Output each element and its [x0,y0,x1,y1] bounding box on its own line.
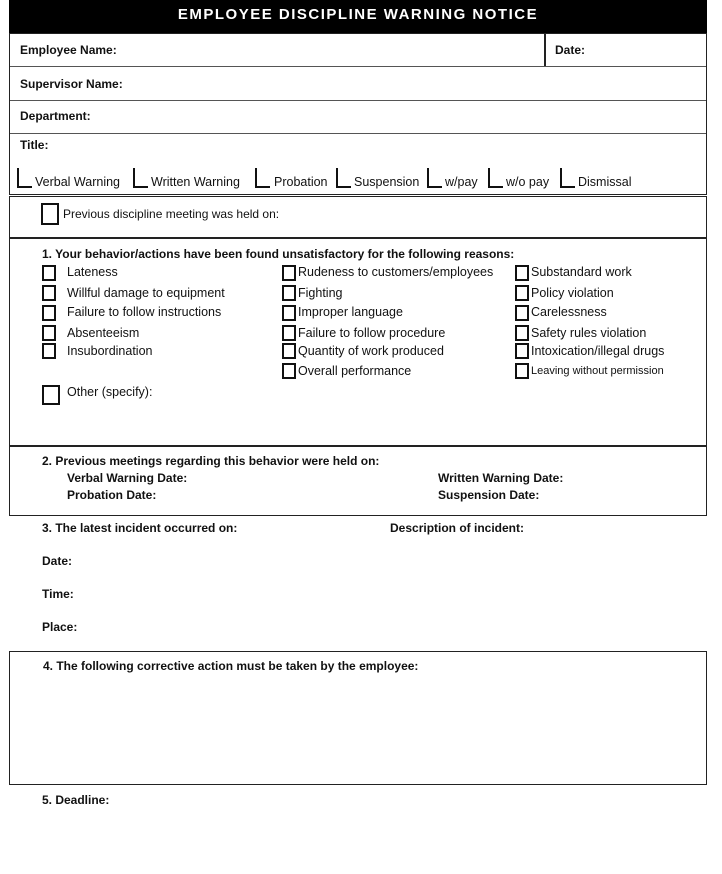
warning-type-row [10,160,706,196]
reason-label: Rudeness to customers/employees [298,265,494,279]
section-2-box [9,446,707,516]
section-2-heading: 2. Previous meetings regarding this behavior were held on: [42,454,380,468]
reason-label: Lateness [67,265,118,279]
warning-checkbox[interactable] [427,168,442,188]
reason-label: Absenteeism [67,326,140,340]
warning-type-label: w/o pay [506,175,550,189]
warning-checkbox[interactable] [336,168,351,188]
incident-description-label: Description of incident: [390,521,525,535]
date-divider [544,33,546,66]
reason-label: Willful damage to equipment [67,286,225,300]
reason-label: Improper language [298,305,403,319]
warning-type-label: Written Warning [151,175,240,189]
warning-type-label: Verbal Warning [35,175,120,189]
reason-label: Carelessness [531,305,607,319]
warning-checkbox[interactable] [560,168,575,188]
reason-label: Substandard work [531,265,632,279]
date-label: Date: [555,43,586,57]
warning-checkbox[interactable] [133,168,148,188]
section-3 [9,516,707,651]
section-5[interactable] [9,785,707,865]
verbal-warning-date-label: Verbal Warning Date: [67,471,188,485]
title-row[interactable] [10,133,706,159]
reason-checkbox[interactable] [42,343,56,359]
incident-date-label: Date: [42,554,73,568]
reason-checkbox[interactable] [282,363,296,379]
previous-meeting-label: Previous discipline meeting was held on: [63,207,280,221]
reason-checkbox[interactable] [515,265,529,281]
section-1-heading: 1. Your behavior/actions have been found unsatisfactory for the following reasons: [42,247,515,261]
supervisor-name-row[interactable] [10,67,706,101]
reason-label: Safety rules violation [531,326,647,340]
reason-checkbox[interactable] [282,285,296,301]
warning-checkbox[interactable] [255,168,270,188]
reason-checkbox[interactable] [515,363,529,379]
reason-checkbox[interactable] [515,325,529,341]
reason-checkbox[interactable] [282,343,296,359]
reason-label: Overall performance [298,364,412,378]
incident-place-label: Place: [42,620,78,634]
reason-label: Failure to follow procedure [298,326,446,340]
reason-label: Fighting [298,286,343,300]
reason-checkbox[interactable] [42,285,56,301]
warning-checkbox[interactable] [17,168,32,188]
section-3-heading: 3. The latest incident occurred on: [42,521,238,535]
reason-checkbox[interactable] [282,265,296,281]
incident-time-label: Time: [42,587,74,601]
section-4-box[interactable] [9,651,707,785]
probation-date-label: Probation Date: [67,488,157,502]
reason-checkbox[interactable] [515,343,529,359]
reason-label: Quantity of work produced [298,344,444,358]
previous-meeting-box [9,196,707,238]
reason-label: Intoxication/illegal drugs [531,344,665,358]
department-row[interactable] [10,100,706,134]
reason-label: Failure to follow instructions [67,305,222,319]
warning-type-label: Suspension [354,175,420,189]
reason-label: Policy violation [531,286,614,300]
reason-checkbox[interactable] [282,305,296,321]
warning-type-label: Dismissal [578,175,632,189]
employee-name-label: Employee Name: [20,43,117,57]
warning-type-label: Probation [274,175,328,189]
reason-checkbox[interactable] [515,285,529,301]
warning-type-label: w/pay [445,175,478,189]
supervisor-name-label: Supervisor Name: [20,77,123,91]
reason-label: Insubordination [67,344,153,358]
suspension-date-label: Suspension Date: [438,488,540,502]
reason-checkbox[interactable] [42,265,56,281]
reason-checkbox[interactable] [282,325,296,341]
section-4-heading: 4. The following corrective action must be taken by the employee: [43,659,419,673]
department-label: Department: [20,109,91,123]
section-1-box [9,238,707,446]
employee-name-row[interactable] [10,33,706,67]
reason-checkbox[interactable] [42,305,56,321]
previous-meeting-checkbox[interactable] [41,203,59,225]
other-checkbox[interactable] [42,385,60,405]
warning-checkbox[interactable] [488,168,503,188]
written-warning-date-label: Written Warning Date: [438,471,564,485]
form-title: EMPLOYEE DISCIPLINE WARNING NOTICE [9,0,707,33]
title-label: Title: [20,138,49,152]
section-5-heading: 5. Deadline: [42,793,110,807]
other-label: Other (specify): [67,385,153,399]
reason-checkbox[interactable] [515,305,529,321]
reason-label: Leaving without permission [531,365,664,377]
reason-checkbox[interactable] [42,325,56,341]
